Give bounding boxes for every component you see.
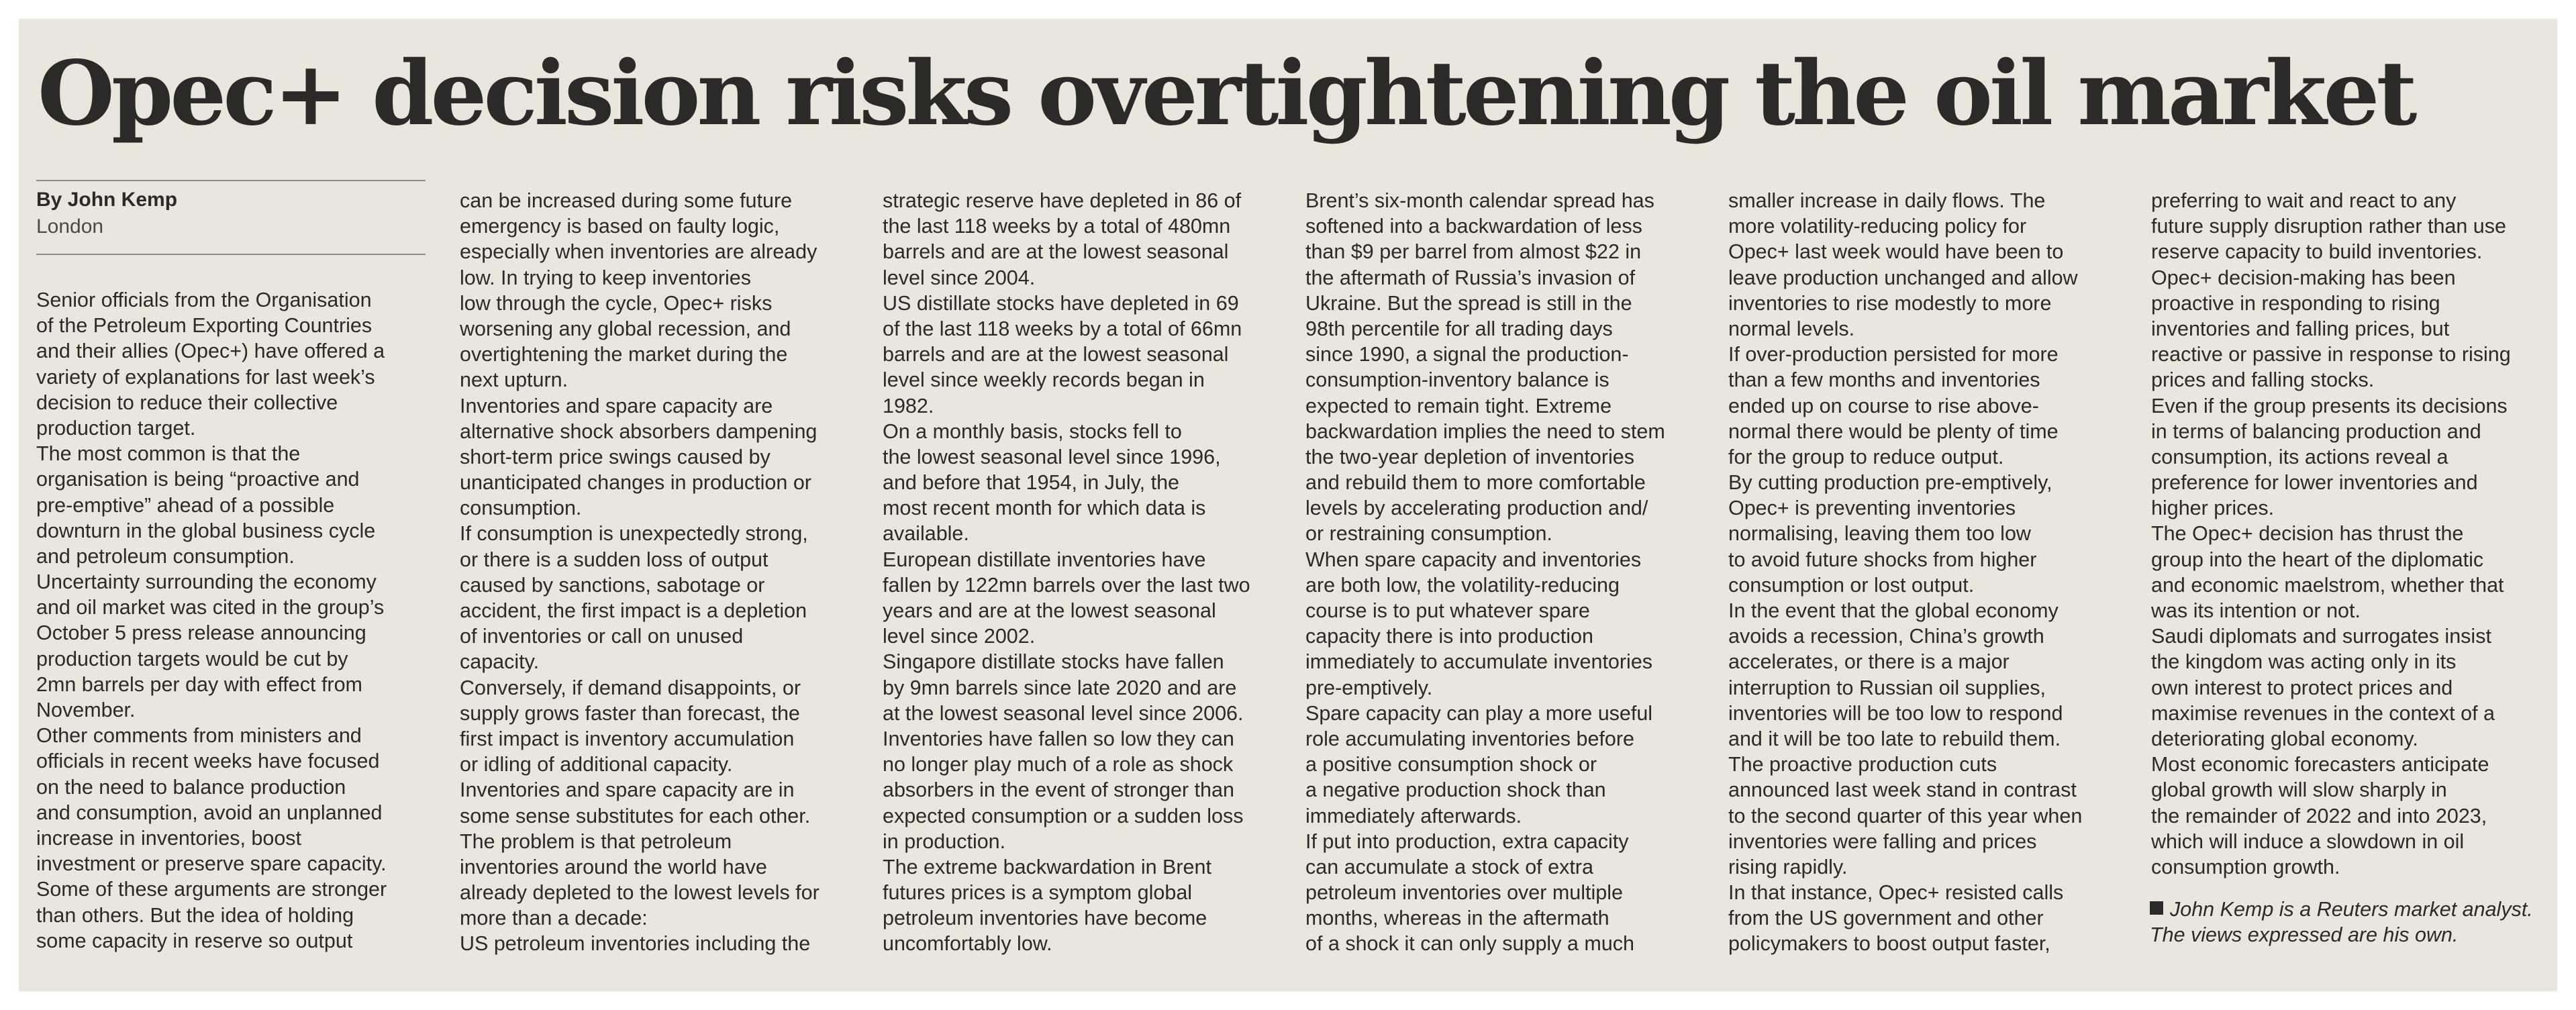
text-line: future supply disruption rather than use (2151, 215, 2506, 238)
text-line: accelerates, or there is a major (1728, 650, 2010, 674)
author-note (2150, 897, 2553, 948)
text-line: for the group to reduce output. (1728, 445, 2004, 468)
text-line: low. In trying to keep inventories (460, 266, 752, 289)
text-line: proactive in responding to rising (2151, 291, 2440, 315)
text-line: some sense substitutes for each other. (460, 804, 811, 827)
text-line: preferring to wait and react to any (2151, 189, 2457, 212)
text-line: and it will be too late to rebuild them. (1728, 727, 2061, 750)
text-line: which will induce a slowdown in oil (2151, 829, 2465, 853)
text-line: expected consumption or a sudden loss (883, 804, 1244, 827)
text-line: If put into production, extra capacity (1305, 829, 1629, 853)
text-line: avoids a recession, China’s growth (1728, 625, 2044, 648)
text-line: especially when inventories are already (460, 240, 818, 264)
text-line: The extreme backwardation in Brent (883, 855, 1211, 878)
text-line: October 5 press release announcing (36, 621, 366, 645)
text-line: more than a decade: (460, 907, 648, 930)
text-line: November. (36, 699, 136, 721)
text-line: capacity. (460, 650, 540, 674)
text-line: of the last 118 weeks by a total of 66mn (883, 317, 1242, 340)
text-line: The Opec+ decision has thrust the (2151, 522, 2464, 546)
text-line: pre-emptive” ahead of a possible (36, 493, 335, 517)
text-line: officials in recent weeks have focused (36, 750, 380, 773)
text-line: barrels and are at the lowest seasonal (883, 343, 1229, 366)
text-line: by 9mn barrels since late 2020 and are (883, 676, 1237, 699)
text-line: are both low, the volatility-reducing (1305, 573, 1620, 597)
text-line: worsening any global recession, and (460, 317, 791, 340)
article-column-5 (1728, 188, 2118, 957)
text-line: no longer play much of a role as shock (883, 753, 1234, 776)
newspaper-page (19, 19, 2557, 991)
text-line: smaller increase in daily flows. The (1728, 189, 2046, 212)
article-column-1 (36, 287, 426, 954)
text-line: the lowest seasonal level since 1996, (883, 445, 1221, 468)
text-line: reactive or passive in response to rising (2151, 343, 2511, 366)
text-line: production targets would be cut by (36, 647, 348, 670)
text-line: Ukraine. But the spread is still in the (1305, 291, 1632, 315)
text-line: short-term price swings caused by (460, 445, 771, 468)
text-line: emergency is based on faulty logic, (460, 215, 780, 238)
text-line: pre-emptively. (1305, 676, 1433, 699)
article-column-6 (2151, 188, 2540, 880)
text-line: next upturn. (460, 368, 568, 392)
text-line: and consumption, avoid an unplanned (36, 801, 383, 824)
text-line: than others. But the idea of holding (36, 903, 354, 927)
byline (36, 180, 426, 255)
text-line: accident, the first impact is a depletion (460, 599, 807, 622)
text-line: futures prices is a symptom global (883, 881, 1193, 905)
text-line: level since 2002. (883, 625, 1036, 648)
text-line: interruption to Russian oil supplies, (1728, 676, 2046, 699)
bullet-square-icon (2150, 901, 2163, 915)
text-line: first impact is inventory accumulation (460, 727, 795, 750)
text-line: global growth will slow sharply in (2151, 778, 2447, 802)
text-line: If consumption is unexpectedly strong, (460, 522, 808, 546)
text-line: Opec+ decision-making has been (2151, 266, 2456, 289)
text-line: or idling of additional capacity. (460, 753, 733, 776)
text-line: consumption or lost output. (1728, 573, 1975, 597)
text-line: Saudi diplomats and surrogates insist (2151, 625, 2491, 648)
text-line: the last 118 weeks by a total of 480mn (883, 215, 1231, 238)
text-line: on the need to balance production (36, 775, 346, 799)
text-line: Brent’s six-month calendar spread has (1305, 189, 1654, 212)
text-line: US distillate stocks have depleted in 69 (883, 291, 1239, 315)
text-line: consumption-inventory balance is (1305, 368, 1609, 392)
text-line: inventories around the world have (460, 855, 767, 878)
text-line: and before that 1954, in July, the (883, 471, 1179, 495)
text-line: supply grows faster than forecast, the (460, 701, 800, 725)
text-line: levels by accelerating production and/ (1305, 497, 1648, 520)
text-line: immediately afterwards. (1305, 804, 1522, 827)
text-line: more volatility-reducing policy for (1728, 215, 2027, 238)
text-line: role accumulating inventories before (1305, 727, 1634, 750)
text-line: unanticipated changes in production or (460, 471, 811, 495)
text-line: production target. (36, 416, 196, 440)
text-line: normalising, leaving them too low (1728, 522, 2031, 546)
text-line: a positive consumption shock or (1305, 753, 1597, 776)
text-line: variety of explanations for last week’s (36, 365, 375, 389)
text-line: since 1990, a signal the production- (1305, 343, 1629, 366)
text-line: European distillate inventories have (883, 548, 1206, 571)
text-line: barrels and are at the lowest seasonal (883, 240, 1229, 264)
author-note-line-2: The views expressed are his own. (2150, 923, 2459, 947)
text-line: of a shock it can only supply a much (1305, 932, 1634, 956)
text-line: fallen by 122mn barrels over the last two (883, 573, 1250, 597)
text-line: decision to reduce their collective (36, 391, 338, 414)
text-line: US petroleum inventories including the (460, 932, 811, 956)
text-line: from the US government and other (1728, 907, 2044, 930)
text-line: deteriorating global economy. (2151, 727, 2418, 750)
text-line: 98th percentile for all trading days (1305, 317, 1613, 340)
text-line: some capacity in reserve so output (36, 929, 353, 952)
text-line: prices and falling stocks. (2151, 368, 2375, 392)
text-line: rising rapidly. (1728, 855, 1848, 878)
byline-author: By John Kemp (36, 189, 178, 211)
text-line: most recent month for which data is (883, 497, 1206, 520)
text-line: investment or preserve spare capacity. (36, 852, 387, 876)
text-line: was its intention or not. (2151, 599, 2361, 622)
text-line: organisation is being “proactive and (36, 468, 360, 491)
text-line: expected to remain tight. Extreme (1305, 394, 1612, 417)
text-line: Inventories and spare capacity are (460, 394, 773, 417)
text-line: can be increased during some future (460, 189, 793, 212)
text-line: group into the heart of the diplomatic (2151, 548, 2484, 571)
text-line: Inventories have fallen so low they can (883, 727, 1234, 750)
article-column-4 (1305, 188, 1695, 957)
byline-location: London (36, 215, 104, 238)
text-line: already depleted to the lowest levels for (460, 881, 820, 905)
article-column-2 (460, 188, 849, 957)
text-line: and oil market was cited in the group’s (36, 596, 385, 619)
text-line: reserve capacity to build inventories. (2151, 240, 2483, 264)
text-line: petroleum inventories have become (883, 907, 1207, 930)
text-line: consumption. (460, 497, 582, 520)
text-line: can accumulate a stock of extra (1305, 855, 1593, 878)
text-line: 1982. (883, 394, 934, 417)
text-line: normal levels. (1728, 317, 1855, 340)
text-line: Uncertainty surrounding the economy (36, 570, 377, 594)
text-line: than a few months and inventories (1728, 368, 2040, 392)
text-line: Most economic forecasters anticipate (2151, 753, 2489, 776)
text-line: or restraining consumption. (1305, 522, 1552, 546)
text-line: overtightening the market during the (460, 343, 788, 366)
text-line: inventories were falling and prices (1728, 829, 2037, 853)
text-line: the remainder of 2022 and into 2023, (2151, 804, 2487, 827)
text-line: petroleum inventories over multiple (1305, 881, 1623, 905)
text-line: Opec+ last week would have been to (1728, 240, 2064, 264)
text-line: 2mn barrels per day with effect from (36, 672, 362, 696)
text-line: in production. (883, 829, 1006, 853)
text-line: uncomfortably low. (883, 932, 1052, 956)
text-line: Senior officials from the Organisation (36, 289, 372, 311)
text-line: and economic maelstrom, whether that (2151, 573, 2504, 597)
text-line: years and are at the lowest seasonal (883, 599, 1216, 622)
text-line: and their allies (Opec+) have offered a (36, 340, 385, 363)
text-line: Singapore distillate stocks have fallen (883, 650, 1224, 674)
text-line: inventories to rise modestly to more (1728, 291, 2052, 315)
text-line: and petroleum consumption. (36, 544, 295, 568)
text-line: immediately to accumulate inventories (1305, 650, 1653, 674)
headline: Opec+ decision risks overtightening the oil market (38, 42, 2414, 146)
text-line: The proactive production cuts (1728, 753, 1997, 776)
text-line: The most common is that the (36, 442, 301, 466)
article-column-3 (883, 188, 1272, 957)
text-line: ended up on course to rise above- (1728, 394, 2039, 417)
text-line: On a monthly basis, stocks fell to (883, 419, 1182, 443)
text-line: capacity there is into production (1305, 625, 1593, 648)
text-line: to avoid future shocks from higher (1728, 548, 2037, 571)
text-line: absorbers in the event of stronger than (883, 778, 1234, 802)
text-line: Spare capacity can play a more useful (1305, 701, 1653, 725)
text-line: the kingdom was acting only in its (2151, 650, 2457, 674)
text-line: level since 2004. (883, 266, 1036, 289)
text-line: Opec+ is preventing inventories (1728, 497, 2016, 520)
text-line: Inventories and spare capacity are in (460, 778, 795, 802)
text-line: the aftermath of Russia’s invasion of (1305, 266, 1636, 289)
text-line: backwardation implies the need to stem (1305, 419, 1665, 443)
text-line: alternative shock absorbers dampening (460, 419, 818, 443)
text-line: normal there would be plenty of time (1728, 419, 2059, 443)
text-line: Conversely, if demand disappoints, or (460, 676, 801, 699)
text-line: a negative production shock than (1305, 778, 1606, 802)
text-line: higher prices. (2151, 497, 2275, 520)
text-line: downturn in the global business cycle (36, 519, 376, 542)
text-line: By cutting production pre-emptively, (1728, 471, 2052, 495)
text-line: level since weekly records began in (883, 368, 1205, 392)
text-line: caused by sanctions, sabotage or (460, 573, 765, 597)
text-line: at the lowest seasonal level since 2006. (883, 701, 1244, 725)
text-line: In the event that the global economy (1728, 599, 2059, 622)
text-line: maximise revenues in the context of a (2151, 701, 2495, 725)
text-line: in terms of balancing production and (2151, 419, 2481, 443)
text-line: preference for lower inventories and (2151, 471, 2478, 495)
text-line: If over-production persisted for more (1728, 343, 2059, 366)
text-line: to the second quarter of this year when (1728, 804, 2083, 827)
text-line: Other comments from ministers and (36, 724, 362, 748)
text-line: The problem is that petroleum (460, 829, 732, 853)
text-line: leave production unchanged and allow (1728, 266, 2078, 289)
text-line: and rebuild them to more comfortable (1305, 471, 1646, 495)
text-line: low through the cycle, Opec+ risks (460, 291, 773, 315)
text-line: strategic reserve have depleted in 86 of (883, 189, 1242, 212)
text-line: months, whereas in the aftermath (1305, 907, 1609, 930)
text-line: inventories and falling prices, but (2151, 317, 2450, 340)
text-line: Even if the group presents its decisions (2151, 394, 2508, 417)
author-note-line-1: John Kemp is a Reuters market analyst. (2150, 898, 2533, 921)
text-line: than $9 per barrel from almost $22 in (1305, 240, 1642, 264)
text-line: of the Petroleum Exporting Countries (36, 314, 373, 338)
text-line: own interest to protect prices and (2151, 676, 2453, 699)
text-line: softened into a backwardation of less (1305, 215, 1642, 238)
text-line: consumption, its actions reveal a (2151, 445, 2448, 468)
text-line: inventories will be too low to respond (1728, 701, 2063, 725)
text-line: In that instance, Opec+ resisted calls (1728, 881, 2064, 905)
text-line: available. (883, 522, 969, 546)
text-line: of inventories or call on unused (460, 625, 744, 648)
text-line: course is to put whatever spare (1305, 599, 1590, 622)
text-line: announced last week stand in contrast (1728, 778, 2077, 802)
text-line: consumption growth. (2151, 855, 2340, 878)
text-line: policymakers to boost output faster, (1728, 932, 2050, 956)
text-line: Some of these arguments are stronger (36, 878, 387, 901)
text-line: the two-year depletion of inventories (1305, 445, 1634, 468)
text-line: or there is a sudden loss of output (460, 548, 769, 571)
text-line: increase in inventories, boost (36, 826, 302, 850)
text-line: When spare capacity and inventories (1305, 548, 1642, 571)
